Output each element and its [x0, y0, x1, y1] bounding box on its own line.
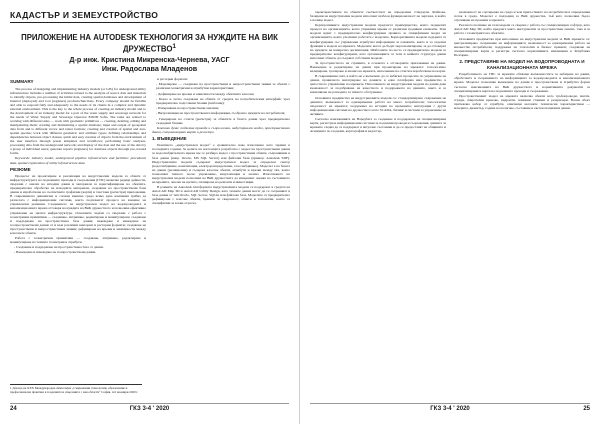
right-page: [300, 0, 600, 424]
paragraph: Корпоративните индустриални модели предлагат преимущества, които подкрепят процеса на организацията, която управлява мрежи от различни градивни елементи. Тези модели идват с предварително конфигурирани правила за специфичния модел на организацията, които улесняват работата с моделите. Корпоративните модели съдържат са конфигурирани със управление атрибутна информация за елементи, както и за отделни функции в модела на мрежата. Моделите могат да бъдат персонализирани, за да отговарят на нуждите на конкретна организация. Шаблоните по-често са предварително модели за предварително конфигурирани, като организациите за тези и нейната структура данни използват обекти, да създават собствени модели.: [310, 23, 446, 60]
bullet-item: - Извършване на пространствени анализи;: [156, 106, 220, 111]
article-title: [18, 33, 281, 54]
left-column-1: [10, 77, 146, 381]
summary-text: The process of designing and implementing industry models (or GIS) for underground utility infrastructure includes a number of activities related to the analysis of source data and materials to identify objects, pre-processing the initial data, creating spatial databases and development of internal (deployed) and tool (registers) products/functions. Every company should be flexible and able to respond fully and adequately to the needs of its clients in a complex and dynamic external environment. This is the key to the whole process of creating an industry model and to the development of an industry model for a part of the water supply and sewerage network for the needs of Water Supply and Sewerage Operator EOOD Sofia. The tasks are related to working with different tasks — work with geometric primitives — creating, deleting, editing and manipulating them; creating and maintaining a spatial database; input and output of geospatial data from and to different vector and raster formats; creating and creation of spatial and non-spatial queries; work with different geometric and attribute types; defining relationships and dependencies between object classes; quick and easy creation of objects from the environment of the user interface through preset templates and workflows; performing basic analyses; processing data from the underground network; and display of the data and the use of the data by a group of individual users; generate reports (registers) for database objects through pre-created forms.: [10, 86, 146, 156]
bullet-item: - Визуализация на пространствената информация, съобразно нуждите на потребителя;: [156, 111, 286, 116]
bullet-item: - Генериране на отчети (регистри) за обектите в базата данни чрез предварително създадени бланки.: [156, 116, 290, 125]
resume-text: Процесът на проектиране и реализация на индустриални модели за обекти от инфраструктурата на подземните проводи и съоръжения (ГПС) включва редица дейности, свързани с анализ на изходни данни и материали за идентифициране на обектите, предварителна обработка на изходните материали, създаване на пространствени бази данни и изработване на съответните графични (карти) и текстови (регистри) приложения. В съвременната динамична и сложна външна среда всяка една компания трябва да разполага с информационни системи, които подпомагат процеса на вземане на управленски решения. Създаването на индустриален модел на водопроводната и канализационната мрежа отговаря на нуждите на ВиК дружеството и позволява ефективно управление на цялата инфраструктура. Основните задачи са свързани с работа с геометрични примитиви — създаване, изтриване, редактиране и манипулиране; създаване и поддържане на пространствена база данни; въвеждане и извеждане на геопространствени данни от и към различни векторни и растерни формати; създаване на пространствени и непространствени заявки; дефиниране на връзки и зависимости между класовете обекти.: [10, 174, 146, 235]
right-column-2: [454, 10, 590, 400]
keywords-bg: Ключови думи: подземни проводи и съоръжения, индустриален модел, пространствени данни, специализирани карти и регистри: [152, 125, 290, 134]
paragraph: За пространството на стримите, в основата е отговорните приложения на данни. Въвеждане и редактиране на данни при проектиране на мрежата: топологично валидиране, трасиране и анализ на мрежата, изпълнение на отчети и изработване на карти.: [310, 60, 446, 74]
right-page-footer: [310, 403, 590, 414]
page-number-right: 25: [583, 406, 590, 412]
bullet-item: - Бързо и лесно създаване на обекти от средата на потребителския интерфейс чрез предварително подготвени бланки (шаблони);: [156, 96, 290, 105]
author-primary: Д-р инж. Кристина Микренска-Чернева, УАСГ: [69, 55, 230, 64]
introduction-text: Понятието „индустриален модел“ е сравнително ново използвано като термин в последните години. За целите на настоящата разработка с модел на пространствени данни за водоснабдителната мрежа ще се разбира модел с пространствени обекти, съхранявани в база данни (напр. Oracle, MS SQL Server) или файлови бази (пример: Autodesk SDF). Индустриалните модели съдържат индустриален модел за определен сектор (водоснабдяване, канализация, електроразпределение, газоснабдяване). Моделът е на базата на данни (релационна) и съдържа класове обекти, атрибути и връзки между тях, които позволяват тяхното лесно управление, визуализация и анализ. Използването на индустриални модели позволява на ВиК дружествата да извършват оценка на състоянието на мрежите, анализ на щетите, планиране на ремонти и инвестиции.: [152, 143, 290, 184]
paragraph: Разработването на ГИС за мрежите обхваща възможностите за набиране на данни, обработката и съхранението на информацията за водопроводната и канализационната мрежа. Моделът позволява въвеждане на данни в пространствена и атрибутна форма съгласно изискванията на ВиК дружеството и нормативните документи за специализираните карти на подземните проводи и съоръжения.: [454, 72, 590, 93]
section-2-heading: 2. ПРЕДСТАВЯНЕ НА МОДЕЛ НА ВОДОПРОВОДНАТА И КАНАЛИЗАЦИОННАТА МРЕЖА: [459, 58, 585, 70]
section-header: [10, 6, 289, 23]
intro-paragraph: Работа с геометрични примитиви — създаване, изтриване, редактиране и манипулиране на техните геометрии и атрибути.: [10, 235, 146, 245]
resume-heading: РЕЗЮМЕ: [10, 166, 31, 172]
author-secondary: Инж. Радослава Младенов: [101, 64, 198, 73]
journal-issue-right: ГКЗ 3-4 ' 2020: [430, 406, 470, 412]
paragraph: характеристиките на обектите съответстват на определени стандарти. Файлове, базирани на индустриални модели използват шаблон функционалност на чертежа, в който е налице модел.: [310, 10, 446, 23]
introduction-text-2: В рамките на Autodesk платформата индустриалните модели се поддържат в средата на AutoCAD Map 3D и AutoCAD Utility Design, като техните данни могат да се съхраняват в база данни от тип Oracle, SQL Server, SQLite или файлова база. Моделите са предварително дефинирани с класове обекти, правила за свързаност, обекти и топологии, които са специфични за всеки отрасъл.: [152, 185, 290, 206]
summary-heading: SUMMARY: [10, 79, 34, 84]
journal-issue-left: ГКЗ 3-4 ' 2020: [129, 406, 170, 412]
left-page-footer: [10, 403, 289, 414]
footnote: 1 Доклад на XXX Международен симпозиум „Съвременни технологии, образование и професионална практика в геодезията и свързаните с нея области“ София, 4-6 ноември 2020 г.: [10, 384, 142, 394]
author-block: [10, 55, 289, 73]
bullet-item: - Моделиране — създаване на пространствени и непространствени заявки за обекти с различни геометрични и атрибутни характеристики;: [156, 82, 290, 91]
right-column-1: [310, 10, 446, 400]
bullet-item: - Създаване и поддържане на пространствена база от данни.: [14, 245, 104, 250]
paragraph: Основните предимства при използване на индустриални модели за ВиК мрежите са: централизирано съхранение на информацията; възможност за едновременна работа на множество потребители; поддръжка на топология и бизнес правила; създаване на специализирани карти и регистри съгласно нормативните изисквания в Република България.: [454, 36, 590, 57]
left-column-2: [152, 77, 290, 401]
list-intro: и растерни формати:: [157, 77, 188, 81]
paragraph: Съгласно изискванията на Наредбата за създаване и поддържане на специализирани карти, регистри и информационни системи за подземни проводи и съоръжения, данните за мрежите следва да се поддържат в актуално състояние и да се предоставят на общините и Агенцията по геодезия, картография и кадастър.: [310, 117, 446, 134]
introduction-heading: 1. ВЪВЕДЕНИЕ: [152, 135, 187, 141]
paragraph: Реалното ползване на тези модели се свързва с работа със специализиран софтуер, като AutoCAD Map 3D, който предлага както инструменти за пространствен анализ, така и за работа с геометрията на обектите.: [454, 23, 590, 36]
paragraph: В съвременния свят, в който не е възможно да се избягват процесите по управление на данни, правилното интегриране на данните в една платформа има предимство в цялостното управление на мрежите. Използването на индустриални модели на данни дава възможност за подобряване на качеството и поддръжката на данните, както и за намаляване на разходите за тяхното обслужване.: [310, 74, 446, 95]
paragraph: възможност на сортировка на среда и чем присъствието на потребители в определения поток в среда. Моделът е подходящ за ВиК дружества, тъй като позволява бързо отразяване на промени в мрежата.: [454, 10, 590, 23]
article-title-text: ПРИЛОЖЕНИЕ НА AUTODESK ТЕХНОЛОГИЯ ЗА НУЖДИТЕ НА ВИК ДРУЖЕСТВО: [21, 33, 278, 54]
paragraph: Пространственият модел на мрежата включва обекти като тръбопроводи, шахти, сгради, спирателни кранове, хидранти, помпени станции и резервоари. Всеки обект притежава набор от атрибути, описващи неговите технически характеристики — материал, диаметър, година на полагане, състояние и експлоатационни данни.: [454, 93, 590, 110]
paragraph: Основните предимства на индустриалните модели са: стандартизирано съхранение на данните; възможност за едновременна работа на много потребители; топологична свързаност на мрежата; поддръжка на история на промените; интеграция с други информационни системи на дружеството като SCADA, билинг и системи за управление на активите.: [310, 95, 446, 116]
title-footnote-mark: 1: [172, 43, 177, 50]
section-header-text: КАДАСТЪР И ЗЕМЕУСТРОЙСТВО: [10, 10, 159, 20]
page-number-left: 24: [10, 406, 17, 412]
bullet-item: - Дефиниране на връзки и зависимости между обектните класове;: [156, 91, 255, 96]
bullet-item: - Въвеждане и извеждане на геопространствени данни.: [14, 250, 97, 255]
keywords-en: Keywords: industry model, underground pipeline infrastructure and facilities: procedural data, spatial registration of utility infrastructure data: [10, 156, 146, 165]
